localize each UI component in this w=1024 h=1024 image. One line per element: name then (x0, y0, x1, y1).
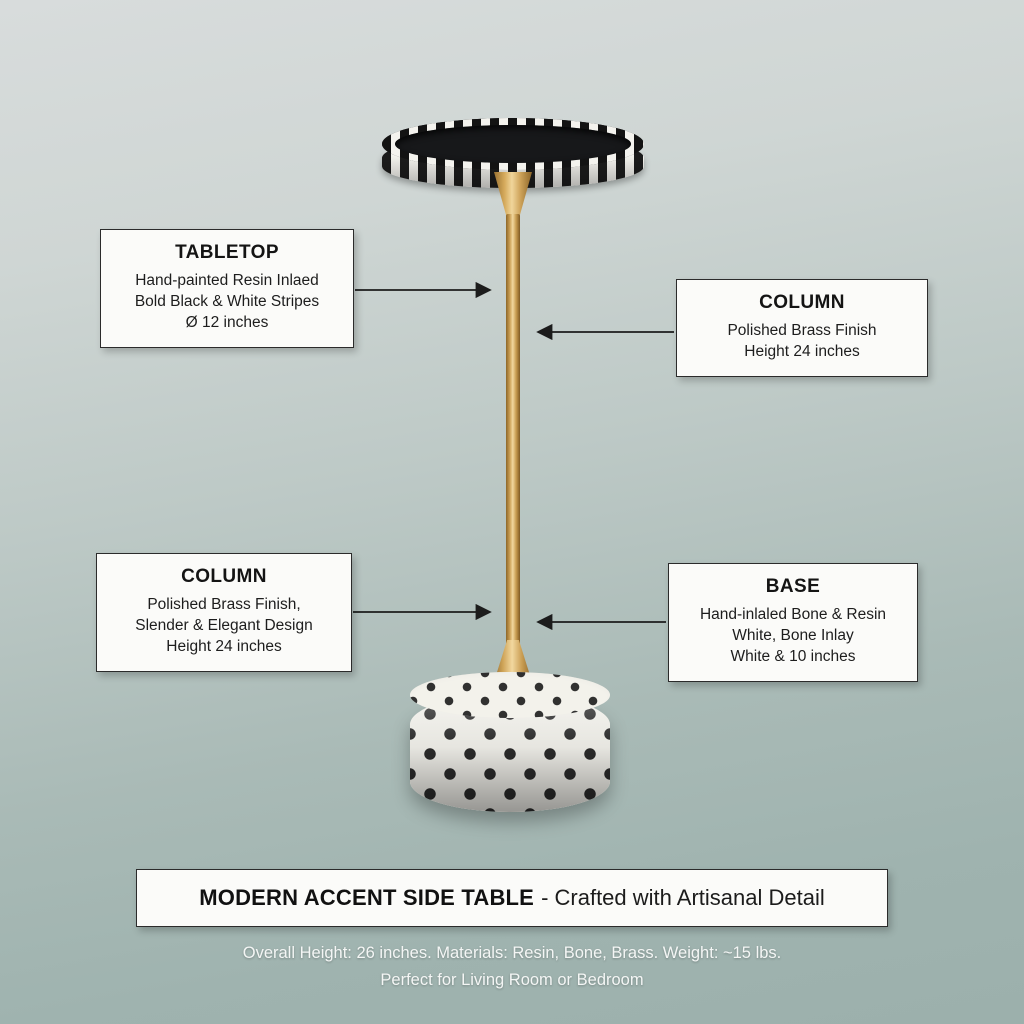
tabletop-edge-shading (382, 136, 644, 188)
base-top-surface (410, 672, 610, 718)
banner-tagline: - Crafted with Artisanal Detail (541, 885, 825, 910)
callout-column-left-title: COLUMN (181, 566, 267, 587)
callout-column-left-line-2: Slender & Elegant Design (135, 617, 313, 634)
callout-tabletop-title: TABLETOP (175, 242, 279, 263)
column-neck-graphic (494, 172, 532, 218)
callout-tabletop-line-2: Bold Black & White Stripes (134, 293, 320, 310)
base-inlay-pattern (410, 694, 610, 812)
callout-column-right-line-2: Height 24 inches (744, 343, 860, 360)
callout-base-line-1: Hand-inlaled Bone & Resin (699, 606, 887, 623)
base-body (410, 694, 610, 812)
tabletop-surface (382, 118, 644, 170)
base-shading (410, 694, 610, 812)
banner-product-name: MODERN ACCENT SIDE TABLE (199, 885, 535, 910)
callout-column-left-line-3: Height 24 inches (166, 638, 282, 655)
tabletop-surface-inner (395, 125, 631, 163)
base-graphic (410, 672, 610, 820)
product-banner (136, 869, 888, 927)
footer-line-2: Perfect for Living Room or Bedroom (380, 971, 644, 989)
tabletop-edge (382, 136, 644, 188)
tabletop-stripe-pattern (382, 136, 644, 188)
callout-tabletop-line-1: Hand-painted Resin Inlaed (135, 272, 319, 289)
callout-column-right-title: COLUMN (759, 292, 845, 313)
callout-base (668, 563, 918, 682)
callout-base-title: BASE (765, 576, 821, 597)
callout-column-left (96, 553, 352, 672)
column-foot-graphic (492, 640, 534, 696)
callout-column-right-line-1: Polished Brass Finish (727, 322, 877, 339)
callout-tabletop-line-3: Ø 12 inches (185, 314, 269, 331)
tabletop-graphic (382, 118, 644, 196)
product-specs-footer (0, 940, 1024, 994)
tabletop-surface-stripes (382, 118, 644, 170)
column-shaft-graphic (506, 214, 520, 654)
callout-base-line-3: White & 10 inches (730, 648, 856, 665)
callout-column-right (676, 279, 928, 377)
callout-column-left-line-1: Polished Brass Finish, (147, 596, 301, 613)
callout-tabletop (100, 229, 354, 348)
footer-line-1: Overall Height: 26 inches. Materials: Resin, Bone, Brass. Weight: ~15 lbs. (242, 944, 782, 962)
base-top-inlay-pattern (410, 672, 610, 718)
callout-base-line-2: White, Bone Inlay (732, 627, 854, 644)
